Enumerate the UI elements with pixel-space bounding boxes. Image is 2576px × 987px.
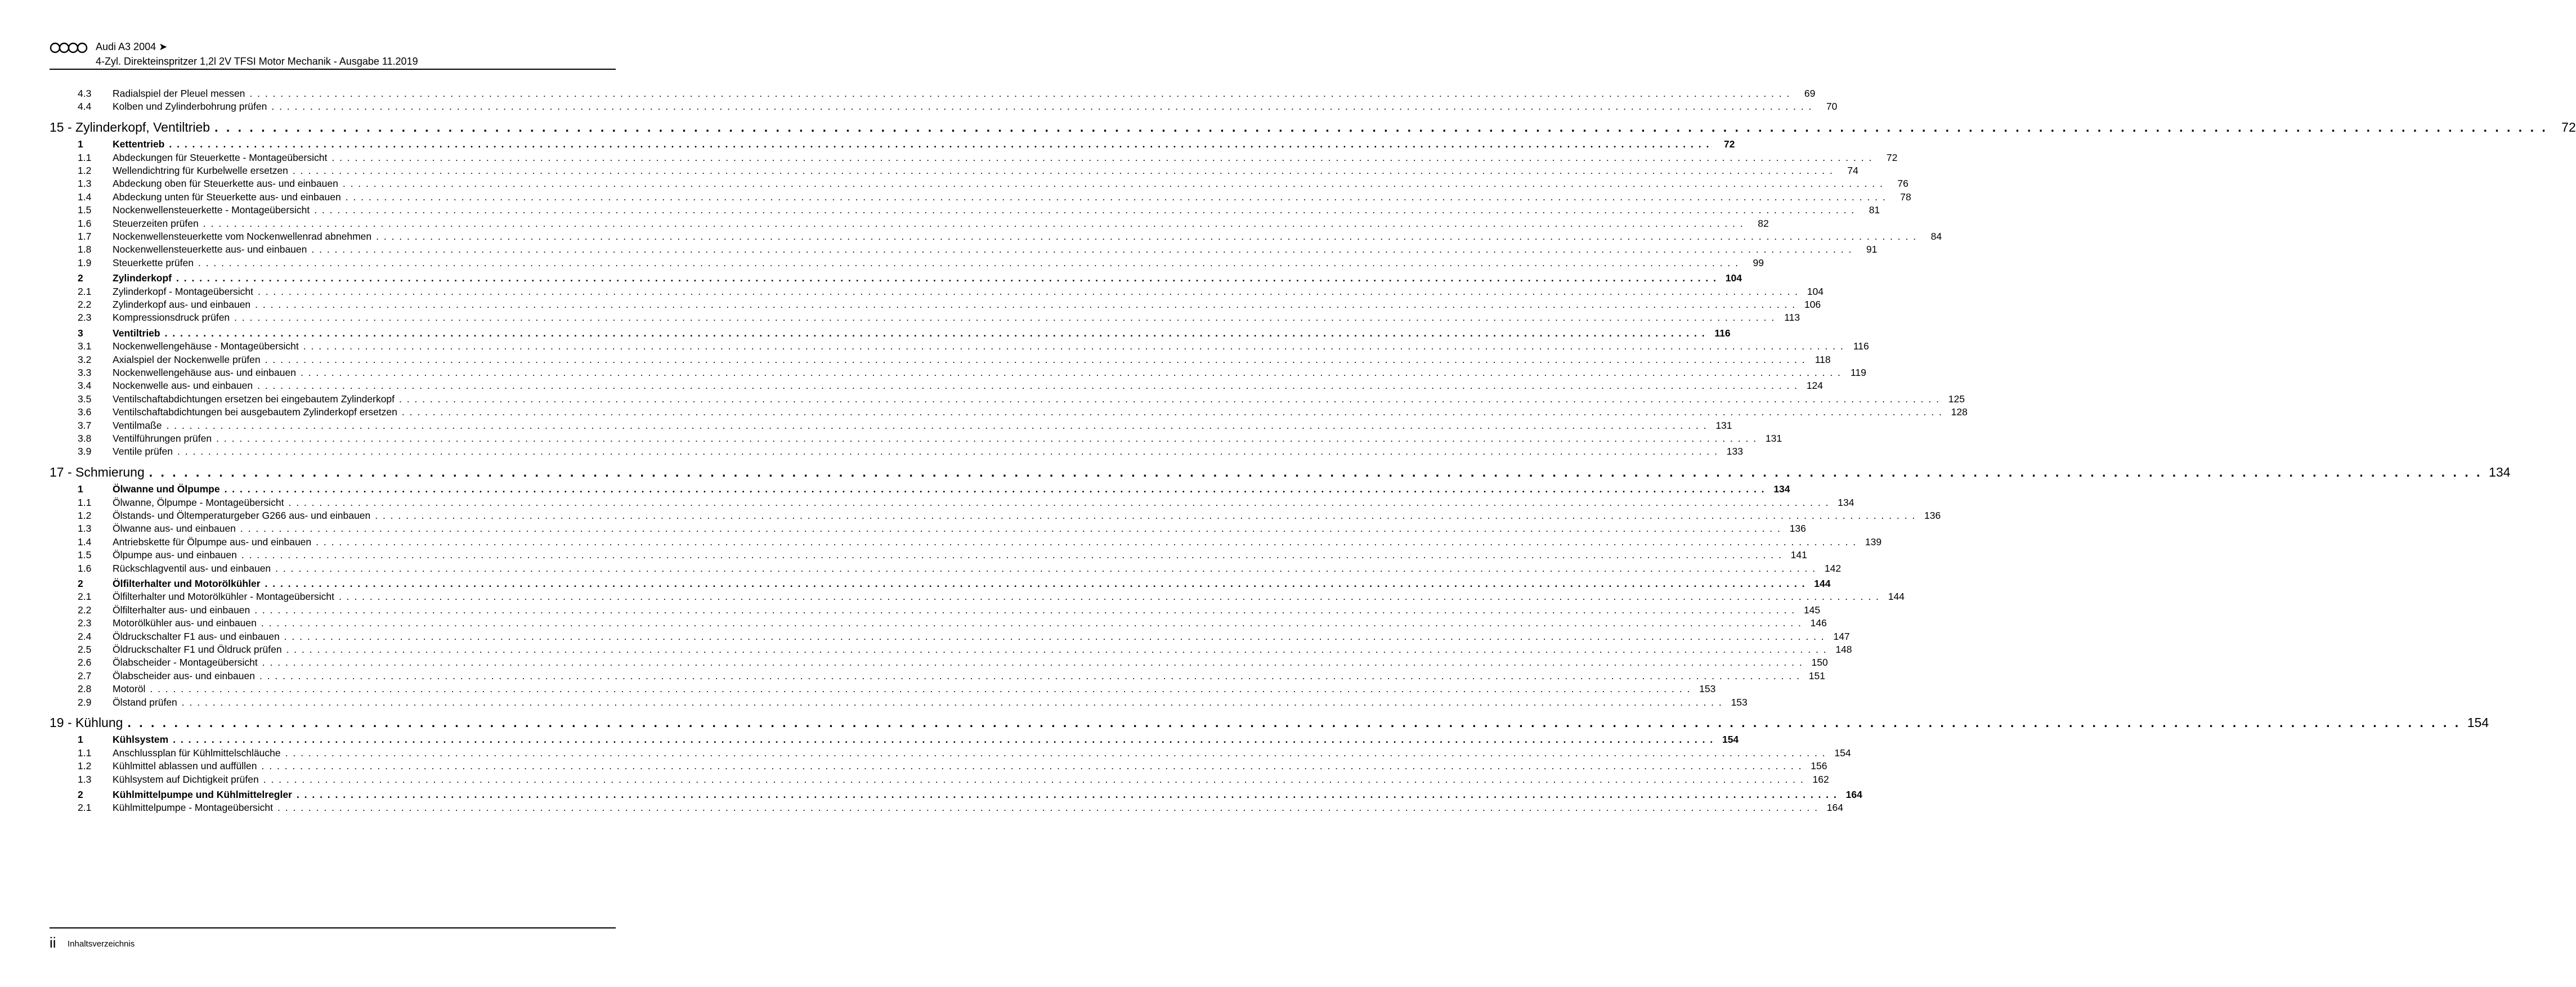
audi-rings-logo bbox=[50, 42, 88, 53]
footer-rule bbox=[50, 927, 616, 928]
toc-number: 1.3 bbox=[78, 773, 92, 785]
toc-entry bbox=[50, 801, 1843, 814]
header-subtitle: 4-Zyl. Direkteinspritzer 1,2l 2V TFSI Motor Mechanik - Ausgabe 11.2019 bbox=[96, 56, 418, 67]
toc-title: Ventiltrieb bbox=[113, 327, 160, 339]
header-rule bbox=[50, 69, 616, 70]
toc-page-number: 69 bbox=[1804, 88, 1816, 99]
toc-number: 2.8 bbox=[78, 683, 92, 695]
header-brand: Audi A3 2004 ➤ bbox=[96, 41, 168, 52]
toc-title: Zylinderkopf - Montageübersicht bbox=[113, 285, 253, 297]
toc-entry bbox=[50, 643, 1852, 656]
toc-page-number: 131 bbox=[1715, 419, 1732, 431]
toc-page-number: 128 bbox=[1951, 406, 1968, 418]
dot-leader: . . . . . . . . . . . . . . . . . . . . . . . . . . . . . . . . . . . . . . . . . . . . . . . . . . . . . . . . . . . . . . . . . . . . . . . . . . . . . . . . . . . . . . . . . . . . . . . . . . . . . . . . . . . . . . . . . . . . . . . . . . . . . . . . . . . . . . . . . . . . . . . . . . . . . . . . . . . . . . . . . . . . . . . . . . . . . . . . . . . . . . . . . . . . . . . . . . . . . . . . bbox=[241, 549, 1782, 561]
toc-page-number: 81 bbox=[1869, 204, 1880, 216]
toc-page-number: 147 bbox=[1833, 630, 1850, 642]
dot-leader: . . . . . . . . . . . . . . . . . . . . . . . . . . . . . . . . . . . . . . . . . . . . . . . . . . . . . . . . . . . . . . . . . . . . . . . . . . . . . . . . . . . . . . . . . . . . . . . . . . . . . . . . . . . . . . . . . . . . . . . . . . . . . . . . . . . . . . . . . . . . . . . . . . . . . . . . . . . . . . . . . . . . . . . . . . . . . . . . . . . . . . . . . . . . . . . . . . . . . . . . bbox=[376, 231, 1918, 242]
toc-entry bbox=[50, 522, 1806, 535]
toc-chapter bbox=[50, 464, 2511, 481]
toc-number: 4.4 bbox=[78, 101, 92, 113]
dot-leader: . . . . . . . . . . . . . . . . . . . . . . . . . . . . . . . . . . . . . . . . . . . . . . . . . . . . . . . . . . . . . . . . . . . . . . . . . . . . . . . . . . . . . . . . . . . . . . . . . . . . . . . . . . . . . . . . . . . . . . . . . . . . . . . . . . . . . . . . . . . . . . . . . . . . . . . . . . . . . . . . . . . . . . . . . . . . . . . . . . . . . . . . . . . . . . . . . . . . . . . . bbox=[240, 523, 1781, 535]
toc-entry bbox=[50, 656, 1828, 669]
page-header bbox=[50, 41, 616, 70]
toc-page-number: 153 bbox=[1699, 683, 1716, 695]
toc-entry bbox=[50, 759, 1827, 773]
dot-leader: . . . . . . . . . . . . . . . . . . . . . . . . . . . . . . . . . . . . . . . . . . . . . . . . . . . . . . . . . . . . . . . . . . . . . . . . . . . . . . . . . . . . . . . . . . . . . . . . . . . . . . . . . . . . . . . . . . . . . . . . . . . . . . . . . . . . . . . . . . . . . . . . . . . . . . . . . . . . . . . . . . . . . . . . . . . . . . . . . . . . . . . . . . . . . . . . . . . . . . . . bbox=[173, 734, 1714, 746]
dot-leader: . . . . . . . . . . . . . . . . . . . . . . . . . . . . . . . . . . . . . . . . . . . . . . . . . . . . . . . . . . . . . . . . . . . . . . . . . . . . . . . . . . . . . . . . . . . . . . . . . . . . . . . . . . . . . . . . . . . . . . . . . . . . . . . . . . . . . . . . . . . . . . . . . . . . . . . . . . . . . . . . . . . . . . . . . . . . . . . . . . . . . . . . . . . . . . . . . . . . . . . . bbox=[296, 789, 1838, 800]
toc-number: 1 bbox=[78, 138, 83, 150]
toc-title: Kompressionsdruck prüfen bbox=[113, 312, 230, 324]
toc-entry bbox=[50, 746, 1851, 760]
dot-leader: . . . . . . . . . . . . . . . . . . . . . . . . . . . . . . . . . . . . . . . . . . . . . . . . . . . . . . . . . . . . . . . . . . . . . . . . . . . . . . . . . . . . . . . . . . . . . . . . . . . . . . . . . . . . . . . . . . . . . . . . . . . . . . . . . . . . . . . . . . . . . . . . . . . . . . . . . . . . . . . . . . . . . . . . . . . . . . . . . . . . . . . . . . . . . . . . . . . . . . . . bbox=[265, 353, 1806, 365]
dot-leader: . . . . . . . . . . . . . . . . . . . . . . . . . . . . . . . . . . . . . . . . . . . . . . . . . . . . . . . . . . . . . . . . . . . . . . . . . . . . . . . . . . . . . . . . . . . . . . . . . . . . . . . . . . . . . . . . . . . . . . . . . . . . . . . . . . . . . . . . . . . . . . . . . . . . . . . . . . . . . . . . . . . . . . . . . . . . . . . . . . . . . . . . . . . . . . . . . . . . . . . . bbox=[177, 446, 1718, 457]
toc-title: Zylinderkopf bbox=[113, 272, 172, 284]
toc-page-number: 133 bbox=[1726, 446, 1743, 457]
toc-section bbox=[50, 137, 1735, 151]
toc-number: 3.8 bbox=[78, 433, 92, 444]
toc-title: Kolben und Zylinderbohrung prüfen bbox=[113, 101, 267, 113]
toc-number: 1.8 bbox=[78, 244, 92, 255]
toc-page-number: 139 bbox=[1865, 536, 1882, 548]
toc-title: Ventile prüfen bbox=[113, 446, 173, 457]
toc-entry bbox=[50, 616, 1827, 630]
dot-leader: . . . . . . . . . . . . . . . . . . . . . . . . . . . . . . . . . . . . . . . . . . . . . . . . . . . . . . . . . . . . . . . . . . . . . . . . . . . . . . . . . . . . . . . . . . . . . . . . . . . . . . . . . . . . . . . . . . . . . . . . . . . . . . . . . . . . . . . . . . . . . . . . . . . . . . . . . . . . . . . . . . . . . . . . . . . . . . . . . . . . . . . . . . . . . . . . . . . . . . . . bbox=[316, 536, 1857, 548]
dot-leader: . . . . . . . . . . . . . . . . . . . . . . . . . . . . . . . . . . . . . . . . . . . . . . . . . . . . . . . . . . . . . . . . . . . . . . . . . . . . . . . . . . . . . . . . . . . . . . . . . . . . . . . . . . . . . . . . . . . . . . . . . . . . . . . . . . . . . . . . . . . . . . . . . . . . . . . . . . . . . . . . . . . . . . . . . . . . . . . . . . . . . . . . . . . . . . . . . . . . . . . . bbox=[166, 419, 1708, 431]
toc-entry bbox=[50, 432, 1782, 445]
toc-number: 3.5 bbox=[78, 393, 92, 405]
toc-page-number: 116 bbox=[1714, 327, 1731, 339]
toc-title: Ölabscheider - Montageübersicht bbox=[113, 657, 258, 669]
toc-chapter bbox=[50, 714, 2489, 731]
toc-title: Nockenwellensteuerkette - Montageübersicht bbox=[113, 204, 310, 216]
toc-title: Ölstand prüfen bbox=[113, 696, 177, 708]
dot-leader: . . . . . . . . . . . . . . . . . . . . . . . . . . . . . . . . . . . . . . . . . . . . . . . . . . . . . . . . . . . . . . . . . . . . . . . . . . . . . . . . . . . . . . . . . . . . . . . . . . . . . . . . . . . . . . . . . . . . . . . . . . . . . . . . . . . . . . . . . . . . . . . . . . . . . . . . . . . . . . . . . . . . . . . . . . . . . . . . . . . . . . . . . . . . . . . . . . . . . . . . bbox=[176, 272, 1717, 284]
toc-title: 15 - Zylinderkopf, Ventiltrieb bbox=[50, 119, 210, 134]
toc-page-number: 150 bbox=[1811, 657, 1828, 669]
toc-page-number: 113 bbox=[1784, 312, 1800, 324]
toc-page-number: 131 bbox=[1765, 433, 1782, 444]
toc-number: 1.6 bbox=[78, 217, 92, 229]
toc-page-number: 116 bbox=[1853, 340, 1869, 352]
footer-label: Inhaltsverzeichnis bbox=[68, 939, 135, 949]
toc-number: 2 bbox=[78, 578, 83, 589]
toc-page-number: 154 bbox=[1834, 747, 1851, 759]
toc-page-number: 164 bbox=[1826, 802, 1843, 814]
toc-number: 3.7 bbox=[78, 419, 92, 431]
toc-number: 1 bbox=[78, 734, 83, 746]
dot-leader: . . . . . . . . . . . . . . . . . . . . . . . . . . . . . . . . . . . . . . . . . . . . . . . . . . . . . . . . . . . . . . . . . . . . . . . . . . . . . . . . . . . . . . . . . . . . . . . . . . . . . . . . . . . . . . . . . . . . . . . . . . . . . . . . . . . . . . . . . . . . . . . . . . . . . . . . . . . . . . . . . . . . . . . . . . . . . . . . . . . . . . . . . . . . . . . . . . . . . . . . bbox=[399, 393, 1940, 405]
toc-title: Kühlmittelpumpe und Kühlmittelregler bbox=[113, 789, 292, 800]
toc-page-number: 146 bbox=[1810, 617, 1827, 629]
toc-entry bbox=[50, 379, 1824, 392]
toc-number: 2 bbox=[78, 789, 83, 800]
dot-leader: . . . . . . . . . . . . . . . . . . . . . . . . . . . . . . . . . . . . . . . . . . . . . . . . . . . . . . . . . . . . . . . . . . . . . . . . . . . . . . . . . . . . . . . . . . . . . . . . . . . . . . . . . . . . . . . . . . . . . . . . . . . . . . . . . . . . . . . . . . . . . . . . . . . . . . . . . . . . . . . . . . . . . . . . . . . . . . . . . . . . . . . . . . . . . . . . . . . . . . . . bbox=[127, 715, 2461, 730]
toc-page-number: 74 bbox=[1847, 165, 1858, 176]
toc-number: 1.9 bbox=[78, 257, 92, 268]
toc-number: 3.6 bbox=[78, 406, 92, 418]
toc-section bbox=[50, 326, 1731, 340]
toc-title: Ventilmaße bbox=[113, 419, 162, 431]
toc-page-number: 84 bbox=[1930, 231, 1942, 242]
dot-leader: . . . . . . . . . . . . . . . . . . . . . . . . . . . . . . . . . . . . . . . . . . . . . . . . . . . . . . . . . . . . . . . . . . . . . . . . . . . . . . . . . . . . . . . . . . . . . . . . . . . . . . . . . . . . . . . . . . . . . . . . . . . . . . . . . . . . . . . . . . . . . . . . . . . . . . . . . . . . . . . . . . . . . . . . . . . . . . . . . . . . . . . . . . . . . . . . . . . . . . . . bbox=[259, 670, 1800, 681]
toc-entry bbox=[50, 682, 1716, 696]
toc-number: 1 bbox=[78, 483, 83, 495]
toc-number: 2.6 bbox=[78, 657, 92, 669]
toc-number: 1.2 bbox=[78, 165, 92, 176]
toc-title: Ölwanne aus- und einbauen bbox=[113, 523, 236, 535]
toc-page-number: 142 bbox=[1824, 562, 1842, 574]
toc-page-number: 134 bbox=[1773, 483, 1790, 495]
toc-title: Ölstands- und Öltemperaturgeber G266 aus- und einbauen bbox=[113, 510, 371, 521]
toc-title: Rückschlagventil aus- und einbauen bbox=[113, 562, 271, 574]
dot-leader: . . . . . . . . . . . . . . . . . . . . . . . . . . . . . . . . . . . . . . . . . . . . . . . . . . . . . . . . . . . . . . . . . . . . . . . . . . . . . . . . . . . . . . . . . . . . . . . . . . . . . . . . . . . . . . . . . . . . . . . . . . . . . . . . . . . . . . . . . . . . . . . . . . . . . . . . . . . . . . . . . . . . . . . . . . . . . . . . . . . . . . . . . . . . . . . . . . . . . . . . bbox=[300, 367, 1842, 378]
toc-title: Ölfilterhalter und Motorölkühler bbox=[113, 578, 261, 589]
toc-title: 19 - Kühlung bbox=[50, 715, 123, 730]
toc-number: 1.3 bbox=[78, 523, 92, 535]
dot-leader: . . . . . . . . . . . . . . . . . . . . . . . . . . . . . . . . . . . . . . . . . . . . . . . . . . . . . . . . . . . . . . . . . . . . . . . . . . . . . . . . . . . . . . . . . . . . . . . . . . . . . . . . . . . . . . . . . . . . . . . . . . . . . . . . . . . . . . . . . . . . . . . . . . . . . . . . . . . . . . . . . . . . . . . . . . . . . . . . . . . . . . . . . . . . . . . . . . . . . . . . bbox=[164, 327, 1706, 339]
toc-title: Ventilschaftabdichtungen ersetzen bei eingebautem Zylinderkopf bbox=[113, 393, 395, 405]
toc-page-number: 141 bbox=[1790, 549, 1807, 561]
toc-number: 2.4 bbox=[78, 630, 92, 642]
toc-page-number: 156 bbox=[1811, 760, 1827, 772]
toc-title: Kühlsystem bbox=[113, 734, 169, 746]
dot-leader: . . . . . . . . . . . . . . . . . . . . . . . . . . . . . . . . . . . . . . . . . . . . . . . . . . . . . . . . . . . . . . . . . . . . . . . . . . . . . . . . . . . . . . . . . . . . . . . . . . . . . . . . . . . . . . . . . . . . . . . . . . . . . . . . . . . . . . . . . . . . . . . . . . . . . . . . . . . . . . . . . . . . . . . . . . . . . . . . . . . . . . . . . . . . . . . . . . . . . . . . bbox=[263, 773, 1804, 785]
dot-leader: . . . . . . . . . . . . . . . . . . . . . . . . . . . . . . . . . . . . . . . . . . . . . . . . . . . . . . . . . . . . . . . . . . . . . . . . . . . . . . . . . . . . . . . . . . . . . . . . . . . . . . . . . . . . . . . . . . . . . . . . . . . . . . . . . . . . . . . . . . . . . . . . . . . . . . . . . . . . . . . . . . . . . . . . . . . . . . . . . . . . . . . . . . . . . . . . . . . . . . . . bbox=[254, 604, 1796, 616]
toc-title: Ölfilterhalter und Motorölkühler - Montageübersicht bbox=[113, 591, 334, 603]
toc-page-number: 99 bbox=[1753, 257, 1764, 268]
toc-entry bbox=[50, 773, 1829, 786]
toc-title: Ölwanne und Ölpumpe bbox=[113, 483, 220, 495]
toc-section bbox=[50, 482, 1790, 496]
toc-entry bbox=[50, 298, 1821, 311]
toc-page-number: 104 bbox=[1725, 272, 1742, 284]
toc-entry bbox=[50, 496, 1854, 509]
toc-title: Abdeckung unten für Steuerkette aus- und einbauen bbox=[113, 191, 341, 203]
toc-entry bbox=[50, 392, 1965, 406]
toc-title: Nockenwellengehäuse aus- und einbauen bbox=[113, 367, 296, 378]
dot-leader: . . . . . . . . . . . . . . . . . . . . . . . . . . . . . . . . . . . . . . . . . . . . . . . . . . . . . . . . . . . . . . . . . . . . . . . . . . . . . . . . . . . . . . . . . . . . . . . . . . . . . . . . . . . . . . . . . . . . . . . . . . . . . . . . . . . . . . . . . . . . . . . . . . . . . . . . . . . . . . . . . . . . . . . . . . . . . . . . . . . . . . . . . . . . . . . . . . . . . . . . bbox=[198, 257, 1739, 268]
toc-number: 2.1 bbox=[78, 591, 92, 603]
footer-page-number: ii bbox=[50, 934, 56, 951]
toc-title: Motorölkühler aus- und einbauen bbox=[113, 617, 257, 629]
dot-leader: . . . . . . . . . . . . . . . . . . . . . . . . . . . . . . . . . . . . . . . . . . . . . . . . . . . . . . . . . . . . . . . . . . . . . . . . . . . . . . . . . . . . . . . . . . . . . . . . . . . . . . . . . . . . . . . . . . . . . . . . . . . . . . . . . . . . . . . . . . . . . . . . . . . . . . . . . . . . . . . . . . . . . . . . . . . . . . . . . . . . . . . . . . . . . . . . . . . . . . . . bbox=[257, 285, 1799, 297]
toc-title: Kettentrieb bbox=[113, 138, 165, 150]
toc-entry bbox=[50, 603, 1821, 617]
toc-entry bbox=[50, 509, 1941, 522]
toc-number: 1.5 bbox=[78, 204, 92, 216]
toc-title: 17 - Schmierung bbox=[50, 464, 145, 479]
dot-leader: . . . . . . . . . . . . . . . . . . . . . . . . . . . . . . . . . . . . . . . . . . . . . . . . . . . . . . . . . . . . . . . . . . . . . . . . . . . . . . . . . . . . . . . . . . . . . . . . . . . . . . . . . . . . . . . . . . . . . . . . . . . . . . . . . . . . . . . . . . . . . . . . . . . . . . . . . . . . . . . . . . . . . . . . . . . . . . . . . . . . . . . . . . . . . . . . . . . . . . . . bbox=[311, 244, 1853, 255]
toc-section bbox=[50, 788, 1862, 801]
toc-title: Radialspiel der Pleuel messen bbox=[113, 88, 245, 99]
toc-number: 1.1 bbox=[78, 151, 92, 163]
toc-title: Ölfilterhalter aus- und einbauen bbox=[113, 604, 250, 616]
toc-entry bbox=[50, 590, 1905, 603]
toc-title: Abdeckungen für Steuerkette - Montageübersicht bbox=[113, 151, 328, 163]
toc-entry bbox=[50, 562, 1842, 575]
toc-entry bbox=[50, 311, 1800, 324]
toc-number: 1.6 bbox=[78, 562, 92, 574]
toc-entry bbox=[50, 177, 1909, 190]
dot-leader: . . . . . . . . . . . . . . . . . . . . . . . . . . . . . . . . . . . . . . . . . . . . . . . . . . . . . . . . . . . . . . . . . . . . . . . . . . . . . . . . . . . . . . . . . . . . . . . . . . . . . . . . . . . . . . . . . . . . . . . . . . . . . . . . . . . . . . . . . . . . . . . . . . . . . . . . . . . . . . . . . . . . . . . . . . . . . . . . . . . . . . . . . . . . . . . . . . . . . . . . bbox=[224, 483, 1766, 495]
toc-page-number: 118 bbox=[1815, 353, 1831, 365]
toc-number: 3 bbox=[78, 327, 83, 339]
toc-title: Abdeckung oben für Steuerkette aus- und einbauen bbox=[113, 178, 338, 190]
toc-number: 1.3 bbox=[78, 178, 92, 190]
toc-page-number: 125 bbox=[1948, 393, 1965, 405]
toc-page-number: 144 bbox=[1888, 591, 1905, 603]
toc-page-number: 106 bbox=[1804, 299, 1821, 310]
toc-number: 3.9 bbox=[78, 446, 92, 457]
toc-number: 3.2 bbox=[78, 353, 92, 365]
toc-title: Ölpumpe aus- und einbauen bbox=[113, 549, 237, 561]
dot-leader: . . . . . . . . . . . . . . . . . . . . . . . . . . . . . . . . . . . . . . . . . . . . . . . . . . . . . . . . . . . . . . . . . . . . . . . . . . . . . . . . . . . . . . . . . . . . . . . . . . . . . . . . . . . . . . . . . . . . . . . . . . . . . . . . . . . . . . . . . . . . . . . . . . . . . . . . . . . . . . . . . . . . . . . . . . . . . . . . . . . . . . . . . . . . . . . . . . . . . . . . bbox=[303, 340, 1844, 352]
toc-entry bbox=[50, 419, 1732, 432]
toc-entry bbox=[50, 630, 1850, 643]
toc-page-number: 91 bbox=[1866, 244, 1878, 255]
dot-leader: . . . . . . . . . . . . . . . . . . . . . . . . . . . . . . . . . . . . . . . . . . . . . . . . . . . . . . . . . . . . . . . . . . . . . . . . . . . . . . . . . . . . . . . . . . . . . . . . . . . . . . . . . . . . . . . . . . . . . . . . . . . . . . . . . . . . . . . . . . . . . . . . . . . . . . . . . . . . . . . . . . . . . . . . . . . . . . . . . . . . . . . . . . . . . . . . . . . . . . . . bbox=[261, 760, 1803, 772]
toc-page-number: 78 bbox=[1900, 191, 1911, 203]
toc-entry bbox=[50, 405, 1968, 419]
toc-page-number: 144 bbox=[1814, 578, 1831, 589]
toc-number: 1.2 bbox=[78, 760, 92, 772]
toc-title: Ölwanne, Ölpumpe - Montageübersicht bbox=[113, 496, 284, 508]
toc-page-number: 70 bbox=[1826, 101, 1838, 113]
toc-number: 2.3 bbox=[78, 312, 92, 324]
toc-section bbox=[50, 733, 1739, 746]
toc-page-number: 134 bbox=[1838, 496, 1854, 508]
toc-entry bbox=[50, 243, 1878, 256]
toc-number: 2.1 bbox=[78, 802, 92, 814]
toc-title: Nockenwellengehäuse - Montageübersicht bbox=[113, 340, 299, 352]
toc-section bbox=[50, 577, 1831, 590]
toc-entry bbox=[50, 669, 1825, 683]
toc-title: Zylinderkopf aus- und einbauen bbox=[113, 299, 251, 310]
dot-leader: . . . . . . . . . . . . . . . . . . . . . . . . . . . . . . . . . . . . . . . . . . . . . . . . . . . . . . . . . . . . . . . . . . . . . . . . . . . . . . . . . . . . . . . . . . . . . . . . . . . . . . . . . . . . . . . . . . . . . . . . . . . . . . . . . . . . . . . . . . . . . . . . . . . . . . . . . . . . . . . . . . . . . . . . . . . . . . . . . . . . . . . . . . . . . . . . . . . . . . . . bbox=[286, 644, 1827, 655]
dot-leader: . . . . . . . . . . . . . . . . . . . . . . . . . . . . . . . . . . . . . . . . . . . . . . . . . . . . . . . . . . . . . . . . . . . . . . . . . . . . . . . . . . . . . . . . . . . . . . . . . . . . . . . . . . . . . . . . . . . . . . . . . . . . . . . . . . . . . . . . . . . . . . . . . . . . . . . . . . . . . . . . . . . . . . . . . . . . . . . . . . . . . . . . . . . . . . . . . . . . . . . . bbox=[331, 151, 1873, 163]
toc-page-number: 134 bbox=[2489, 464, 2511, 479]
dot-leader: . . . . . . . . . . . . . . . . . . . . . . . . . . . . . . . . . . . . . . . . . . . . . . . . . . . . . . . . . . . . . . . . . . . . . . . . . . . . . . . . . . . . . . . . . . . . . . . . . . . . . . . . . . . . . . . . . . . . . . . . . . . . . . . . . . . . . . . . . . . . . . . . . . . . . . . . . . . . . . . . . . . . . . . . . . . . . . . . . . . . . . . . . . . . . . . . . . . . . . . . bbox=[275, 562, 1817, 574]
toc-section bbox=[50, 271, 1742, 285]
dot-leader: . . . . . . . . . . . . . . . . . . . . . . . . . . . . . . . . . . . . . . . . . . . . . . . . . . . . . . . . . . . . . . . . . . . . . . . . . . . . . . . . . . . . . . . . . . . . . . . . . . . . . . . . . . . . . . . . . . . . . . . . . . . . . . . . . . . . . . . . . . . . . . . . . . . . . . . . . . . . . . . . . . . . . . . . . . . . . . . . . . . . . . . . . . . . . . . . . . . . . . . . bbox=[401, 406, 1943, 418]
toc-entry bbox=[50, 339, 1869, 353]
toc-page-number: 162 bbox=[1812, 773, 1829, 785]
toc-page-number: 119 bbox=[1851, 367, 1866, 378]
dot-leader: . . . . . . . . . . . . . . . . . . . . . . . . . . . . . . . . . . . . . . . . . . . . . . . . . . . . . . . . . . . . . . . . . . . . . . . . . . . . . . . . . . . . . . . . . . . . . . . . . . . . . . . . . . . . . . . . . . . . . . . . . . . . . . . . . . . . . . . . . . . . . . . . . . . . . . . . . . . . . . . . . . . . . . . . . . . . . . . . . . . . . . . . . . . . . . . . . . . . . . . . bbox=[262, 657, 1803, 669]
dot-leader: . . . . . . . . . . . . . . . . . . . . . . . . . . . . . . . . . . . . . . . . . . . . . . . . . . . . . . . . . . . . . . . . . . . . . . . . . . . . . . . . . . . . . . . . . . . . . . . . . . . . . . . . . . . . . . . . . . . . . . . . . . . . . . . . . . . . . . . . . . . . . . . . . . . . . . . . . . . . . . . . . . . . . . . . . . . . . . . . . . . . . . . . . . . . . . . . . . . . . . . . bbox=[181, 696, 1723, 708]
toc-page-number: 154 bbox=[1722, 734, 1739, 746]
toc-title: Ventilführungen prüfen bbox=[113, 433, 212, 444]
toc-title: Öldruckschalter F1 aus- und einbauen bbox=[113, 630, 280, 642]
toc-entry bbox=[50, 548, 1807, 562]
dot-leader: . . . . . . . . . . . . . . . . . . . . . . . . . . . . . . . . . . . . . . . . . . . . . . . . . . . . . . . . . . . . . . . . . . . . . . . . . . . . . . . . . . . . . . . . . . . . . . . . . . . . . . . . . . . . . . . . . . . . . . . . . . . . . . . . . . . . . . . . . . . . . . . . . . . . . . . . . . . . . . . . . . . . . . . . . . . . . . . . . . . . . . . . . . . . . . . . . . . . . . . . bbox=[277, 802, 1818, 814]
dot-leader: . . . . . . . . . . . . . . . . . . . . . . . . . . . . . . . . . . . . . . . . . . . . . . . . . . . . . . . . . . . . . . . . . . . . . . . . . . . . . . . . . . . . . . . . . . . . . . . . . . . . . . . . . . . . . . . . . . . . . . . . . . . . . . . . . . . . . . . . . . . . . . . . . . . . . . . . . . . . . . . . . . . . . . . . . . . . . . . . . . . . . . . . . . . . . . . . . . . . . . . . bbox=[261, 617, 1802, 629]
toc-entry bbox=[50, 87, 1816, 100]
toc-entry bbox=[50, 217, 1769, 230]
toc-number: 1.1 bbox=[78, 747, 92, 759]
dot-leader: . . . . . . . . . . . . . . . . . . . . . . . . . . . . . . . . . . . . . . . . . . . . . . . . . . . . . . . . . . . . . . . . . . . . . . . . . . . . . . . . . . . . . . . . . . . . . . . . . . . . . . . . . . . . . . . . . . . . . . . . . . . . . . . . . . . . . . . . . . . . . . . . . . . . . . . . . . . . . . . . . . . . . . . . . . . . . . . . . . . . . . . . . . . . . . . . . . . . . . . . bbox=[292, 165, 1834, 176]
dot-leader: . . . . . . . . . . . . . . . . . . . . . . . . . . . . . . . . . . . . . . . . . . . . . . . . . . . . . . . . . . . . . . . . . . . . . . . . . . . . . . . . . . . . . . . . . . . . . . . . . . . . . . . . . . . . . . . . . . . . . . . . . . . . . . . . . . . . . . . . . . . . . . . . . . . . . . . . . . . . . . . . . . . . . . . . . . . . . . . . . . . . . . . . . . . . . . . . . . . . . . . . bbox=[375, 510, 1916, 521]
toc-number: 4.3 bbox=[78, 88, 92, 99]
toc-entry bbox=[50, 230, 1942, 243]
toc-entry bbox=[50, 256, 1764, 270]
toc-chapter bbox=[50, 119, 2576, 136]
toc-entry bbox=[50, 285, 1824, 298]
toc-title: Nockenwellensteuerkette vom Nockenwellenrad abnehmen bbox=[113, 231, 372, 242]
toc-entry bbox=[50, 696, 1748, 709]
toc-title: Kühlmittelpumpe - Montageübersicht bbox=[113, 802, 274, 814]
toc-title: Ventilschaftabdichtungen bei ausgebautem Zylinderkopf ersetzen bbox=[113, 406, 397, 418]
toc-title: Ölabscheider aus- und einbauen bbox=[113, 670, 255, 681]
toc-title: Nockenwelle aus- und einbauen bbox=[113, 380, 253, 392]
toc-page-number: 76 bbox=[1897, 178, 1909, 190]
dot-leader: . . . . . . . . . . . . . . . . . . . . . . . . . . . . . . . . . . . . . . . . . . . . . . . . . . . . . . . . . . . . . . . . . . . . . . . . . . . . . . . . . . . . . . . . . . . . . . . . . . . . . . . . . . . . . . . . . . . . . . . . . . . . . . . . . . . . . . . . . . . . . . . . . . . . . . . . . . . . . . . . . . . . . . . . . . . . . . . . . . . . . . . . . . . . . . . . . . . . . . . . bbox=[249, 88, 1791, 99]
toc-page-number: 136 bbox=[1789, 523, 1806, 535]
toc-entry bbox=[50, 190, 1911, 204]
toc-title: Motoröl bbox=[113, 683, 146, 695]
toc-page-number: 124 bbox=[1806, 380, 1824, 392]
toc-title: Öldruckschalter F1 und Öldruck prüfen bbox=[113, 644, 282, 655]
toc-page-number: 148 bbox=[1835, 644, 1852, 655]
dot-leader: . . . . . . . . . . . . . . . . . . . . . . . . . . . . . . . . . . . . . . . . . . . . . . . . . . . . . . . . . . . . . . . . . . . . . . . . . . . . . . . . . . . . . . . . . . . . . . . . . . . . . . . . . . . . . . . . . . . . . . . . . . . . . . . . . . . . . . . . . . . . . . . . . . . . . . . . . . . . . . . . . . . . . . . . . . . . . . . . . . . . . . . . . . . . . . . . . . . . . . . . bbox=[345, 191, 1887, 203]
toc-number: 3.1 bbox=[78, 340, 92, 352]
toc-number: 1.7 bbox=[78, 231, 92, 242]
toc-number: 2.1 bbox=[78, 285, 92, 297]
toc-number: 2.2 bbox=[78, 604, 92, 616]
toc-page-number: 145 bbox=[1803, 604, 1821, 616]
dot-leader: . . . . . . . . . . . . . . . . . . . . . . . . . . . . . . . . . . . . . . . . . . . . . . . . . . . . . . . . . . . . . . . . . . . . . . . . . . . . . . . . . . . . . . . . . . . . . . . . . . . . . . . . . . . . . . . . . . . . . . . . . . . . . . . . . . . . . . . . . . . . . . . . . . . . . . . . . . . . . . . . . . . . . . . . . . . . . . . . . . . . . . . . . . . . . . . . . . . . . . . . bbox=[342, 178, 1884, 190]
toc-title: Kühlsystem auf Dichtigkeit prüfen bbox=[113, 773, 259, 785]
dot-leader: . . . . . . . . . . . . . . . . . . . . . . . . . . . . . . . . . . . . . . . . . . . . . . . . . . . . . . . . . . . . . . . . . . . . . . . . . . . . . . . . . . . . . . . . . . . . . . . . . . . . . . . . . . . . . . . . . . . . . . . . . . . . . . . . . . . . . . . . . . . . . . . . . . . . . . . . . . . . . . . . . . . . . . . . . . . . . . . . . . . . . . . . . . . . . . . . . . . . . . . . bbox=[203, 217, 1744, 229]
toc-title: Anschlussplan für Kühlmittelschläuche bbox=[113, 747, 281, 759]
dot-leader: . . . . . . . . . . . . . . . . . . . . . . . . . . . . . . . . . . . . . . . . . . . . . . . . . . . . . . . . . . . . . . . . . . . . . . . . . . . . . . . . . . . . . . . . . . . . . . . . . . . . . . . . . . . . . . . . . . . . . . . . . . . . . . . . . . . . . . . . . . . . . . . . . . . . . . . . . . . . . . . . . . . . . . . . . . . . . . . . . . . . . . . . . . . . . . . . . . . . . . . . bbox=[214, 119, 2548, 134]
toc-number: 3.3 bbox=[78, 367, 92, 378]
toc-title: Steuerzeiten prüfen bbox=[113, 217, 199, 229]
toc-entry bbox=[50, 164, 1858, 177]
toc-title: Axialspiel der Nockenwelle prüfen bbox=[113, 353, 261, 365]
toc-number: 2.2 bbox=[78, 299, 92, 310]
toc-number: 2.9 bbox=[78, 696, 92, 708]
toc-page-number: 164 bbox=[1845, 789, 1862, 800]
dot-leader: . . . . . . . . . . . . . . . . . . . . . . . . . . . . . . . . . . . . . . . . . . . . . . . . . . . . . . . . . . . . . . . . . . . . . . . . . . . . . . . . . . . . . . . . . . . . . . . . . . . . . . . . . . . . . . . . . . . . . . . . . . . . . . . . . . . . . . . . . . . . . . . . . . . . . . . . . . . . . . . . . . . . . . . . . . . . . . . . . . . . . . . . . . . . . . . . . . . . . . . . bbox=[257, 380, 1799, 392]
toc-title: Antriebskette für Ölpumpe aus- und einbauen bbox=[113, 536, 312, 548]
dot-leader: . . . . . . . . . . . . . . . . . . . . . . . . . . . . . . . . . . . . . . . . . . . . . . . . . . . . . . . . . . . . . . . . . . . . . . . . . . . . . . . . . . . . . . . . . . . . . . . . . . . . . . . . . . . . . . . . . . . . . . . . . . . . . . . . . . . . . . . . . . . . . . . . . . . . . . . . . . . . . . . . . . . . . . . . . . . . . . . . . . . . . . . . . . . . . . . . . . . . . . . . bbox=[288, 496, 1830, 508]
toc-page-number: 151 bbox=[1808, 670, 1825, 681]
toc-number: 1.4 bbox=[78, 536, 92, 548]
toc-entry bbox=[50, 203, 1880, 217]
dot-leader: . . . . . . . . . . . . . . . . . . . . . . . . . . . . . . . . . . . . . . . . . . . . . . . . . . . . . . . . . . . . . . . . . . . . . . . . . . . . . . . . . . . . . . . . . . . . . . . . . . . . . . . . . . . . . . . . . . . . . . . . . . . . . . . . . . . . . . . . . . . . . . . . . . . . . . . . . . . . . . . . . . . . . . . . . . . . . . . . . . . . . . . . . . . . . . . . . . . . . . . . bbox=[149, 464, 2483, 479]
toc-page-number: 72 bbox=[2561, 119, 2576, 134]
dot-leader: . . . . . . . . . . . . . . . . . . . . . . . . . . . . . . . . . . . . . . . . . . . . . . . . . . . . . . . . . . . . . . . . . . . . . . . . . . . . . . . . . . . . . . . . . . . . . . . . . . . . . . . . . . . . . . . . . . . . . . . . . . . . . . . . . . . . . . . . . . . . . . . . . . . . . . . . . . . . . . . . . . . . . . . . . . . . . . . . . . . . . . . . . . . . . . . . . . . . . . . . bbox=[216, 433, 1758, 444]
toc-page-number: 154 bbox=[2467, 715, 2489, 730]
toc-page-number: 136 bbox=[1924, 510, 1941, 521]
toc-title: Wellendichtring für Kurbelwelle ersetzen bbox=[113, 165, 288, 176]
toc-number: 2.7 bbox=[78, 670, 92, 681]
toc-page-number: 82 bbox=[1758, 217, 1769, 229]
toc-number: 2 bbox=[78, 272, 83, 284]
dot-leader: . . . . . . . . . . . . . . . . . . . . . . . . . . . . . . . . . . . . . . . . . . . . . . . . . . . . . . . . . . . . . . . . . . . . . . . . . . . . . . . . . . . . . . . . . . . . . . . . . . . . . . . . . . . . . . . . . . . . . . . . . . . . . . . . . . . . . . . . . . . . . . . . . . . . . . . . . . . . . . . . . . . . . . . . . . . . . . . . . . . . . . . . . . . . . . . . . . . . . . . . bbox=[169, 138, 1710, 150]
toc-entry bbox=[50, 100, 1838, 113]
toc-number: 3.4 bbox=[78, 380, 92, 392]
toc-number: 1.5 bbox=[78, 549, 92, 561]
dot-leader: . . . . . . . . . . . . . . . . . . . . . . . . . . . . . . . . . . . . . . . . . . . . . . . . . . . . . . . . . . . . . . . . . . . . . . . . . . . . . . . . . . . . . . . . . . . . . . . . . . . . . . . . . . . . . . . . . . . . . . . . . . . . . . . . . . . . . . . . . . . . . . . . . . . . . . . . . . . . . . . . . . . . . . . . . . . . . . . . . . . . . . . . . . . . . . . . . . . . . . . . bbox=[234, 312, 1776, 324]
toc-page-number: 104 bbox=[1807, 285, 1824, 297]
toc-entry bbox=[50, 366, 1866, 379]
toc-entry bbox=[50, 151, 1898, 164]
toc-title: Kühlmittel ablassen und auffüllen bbox=[113, 760, 257, 772]
dot-leader: . . . . . . . . . . . . . . . . . . . . . . . . . . . . . . . . . . . . . . . . . . . . . . . . . . . . . . . . . . . . . . . . . . . . . . . . . . . . . . . . . . . . . . . . . . . . . . . . . . . . . . . . . . . . . . . . . . . . . . . . . . . . . . . . . . . . . . . . . . . . . . . . . . . . . . . . . . . . . . . . . . . . . . . . . . . . . . . . . . . . . . . . . . . . . . . . . . . . . . . . bbox=[271, 101, 1813, 113]
toc-page-number: 72 bbox=[1723, 138, 1735, 150]
toc-number: 2.3 bbox=[78, 617, 92, 629]
dot-leader: . . . . . . . . . . . . . . . . . . . . . . . . . . . . . . . . . . . . . . . . . . . . . . . . . . . . . . . . . . . . . . . . . . . . . . . . . . . . . . . . . . . . . . . . . . . . . . . . . . . . . . . . . . . . . . . . . . . . . . . . . . . . . . . . . . . . . . . . . . . . . . . . . . . . . . . . . . . . . . . . . . . . . . . . . . . . . . . . . . . . . . . . . . . . . . . . . . . . . . . . bbox=[338, 591, 1880, 603]
dot-leader: . . . . . . . . . . . . . . . . . . . . . . . . . . . . . . . . . . . . . . . . . . . . . . . . . . . . . . . . . . . . . . . . . . . . . . . . . . . . . . . . . . . . . . . . . . . . . . . . . . . . . . . . . . . . . . . . . . . . . . . . . . . . . . . . . . . . . . . . . . . . . . . . . . . . . . . . . . . . . . . . . . . . . . . . . . . . . . . . . . . . . . . . . . . . . . . . . . . . . . . . bbox=[150, 683, 1691, 695]
dot-leader: . . . . . . . . . . . . . . . . . . . . . . . . . . . . . . . . . . . . . . . . . . . . . . . . . . . . . . . . . . . . . . . . . . . . . . . . . . . . . . . . . . . . . . . . . . . . . . . . . . . . . . . . . . . . . . . . . . . . . . . . . . . . . . . . . . . . . . . . . . . . . . . . . . . . . . . . . . . . . . . . . . . . . . . . . . . . . . . . . . . . . . . . . . . . . . . . . . . . . . . . bbox=[285, 747, 1826, 759]
toc-entry bbox=[50, 353, 1831, 366]
toc-number: 1.2 bbox=[78, 510, 92, 521]
dot-leader: . . . . . . . . . . . . . . . . . . . . . . . . . . . . . . . . . . . . . . . . . . . . . . . . . . . . . . . . . . . . . . . . . . . . . . . . . . . . . . . . . . . . . . . . . . . . . . . . . . . . . . . . . . . . . . . . . . . . . . . . . . . . . . . . . . . . . . . . . . . . . . . . . . . . . . . . . . . . . . . . . . . . . . . . . . . . . . . . . . . . . . . . . . . . . . . . . . . . . . . . bbox=[284, 630, 1825, 642]
dot-leader: . . . . . . . . . . . . . . . . . . . . . . . . . . . . . . . . . . . . . . . . . . . . . . . . . . . . . . . . . . . . . . . . . . . . . . . . . . . . . . . . . . . . . . . . . . . . . . . . . . . . . . . . . . . . . . . . . . . . . . . . . . . . . . . . . . . . . . . . . . . . . . . . . . . . . . . . . . . . . . . . . . . . . . . . . . . . . . . . . . . . . . . . . . . . . . . . . . . . . . . . bbox=[265, 578, 1806, 589]
toc-number: 2.5 bbox=[78, 644, 92, 655]
dot-leader: . . . . . . . . . . . . . . . . . . . . . . . . . . . . . . . . . . . . . . . . . . . . . . . . . . . . . . . . . . . . . . . . . . . . . . . . . . . . . . . . . . . . . . . . . . . . . . . . . . . . . . . . . . . . . . . . . . . . . . . . . . . . . . . . . . . . . . . . . . . . . . . . . . . . . . . . . . . . . . . . . . . . . . . . . . . . . . . . . . . . . . . . . . . . . . . . . . . . . . . . bbox=[255, 299, 1797, 310]
dot-leader: . . . . . . . . . . . . . . . . . . . . . . . . . . . . . . . . . . . . . . . . . . . . . . . . . . . . . . . . . . . . . . . . . . . . . . . . . . . . . . . . . . . . . . . . . . . . . . . . . . . . . . . . . . . . . . . . . . . . . . . . . . . . . . . . . . . . . . . . . . . . . . . . . . . . . . . . . . . . . . . . . . . . . . . . . . . . . . . . . . . . . . . . . . . . . . . . . . . . . . . . bbox=[314, 204, 1856, 216]
toc-page-number: 153 bbox=[1731, 696, 1748, 708]
toc-number: 1.1 bbox=[78, 496, 92, 508]
toc-title: Nockenwellensteuerkette aus- und einbauen bbox=[113, 244, 307, 255]
toc-entry bbox=[50, 535, 1882, 549]
toc-entry bbox=[50, 445, 1743, 458]
toc-page-number: 72 bbox=[1886, 151, 1898, 163]
toc-title: Steuerkette prüfen bbox=[113, 257, 194, 268]
toc-number: 1.4 bbox=[78, 191, 92, 203]
